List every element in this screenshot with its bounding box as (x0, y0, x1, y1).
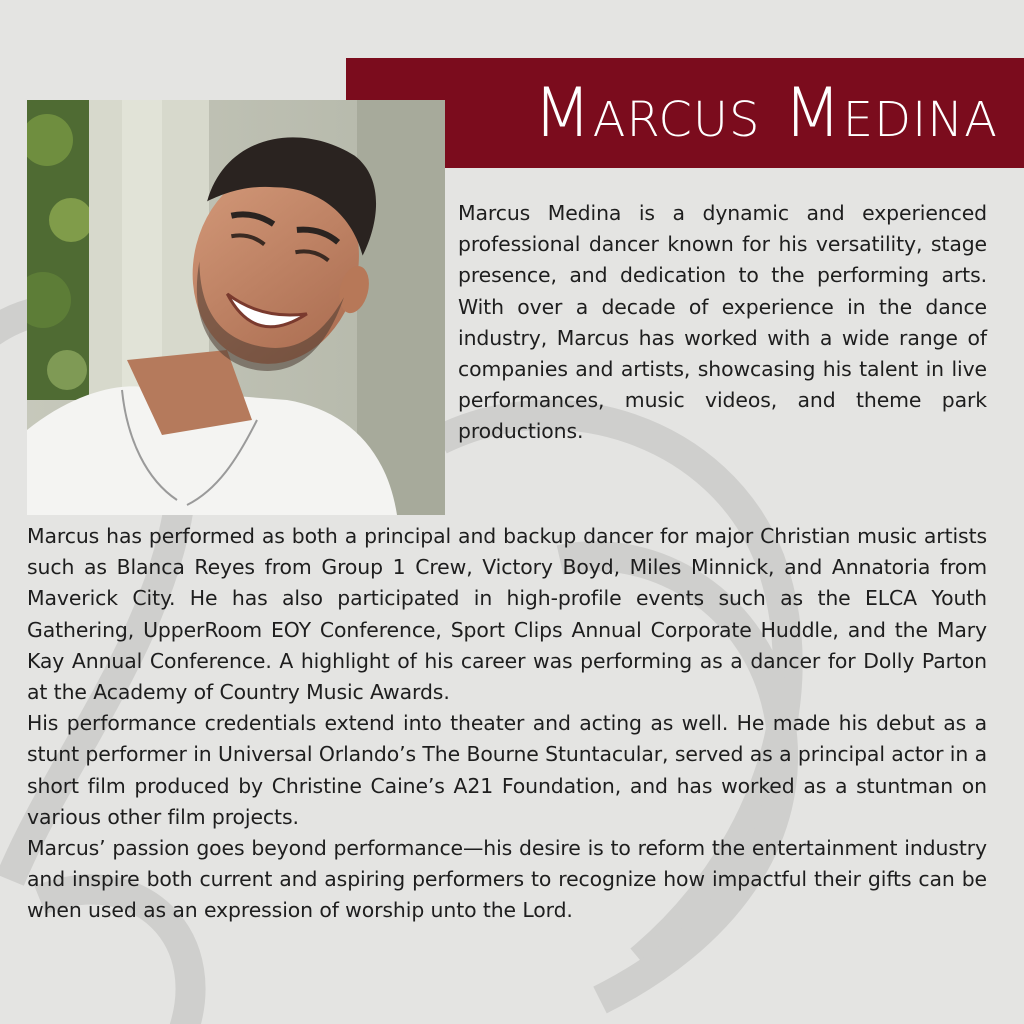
bio-paragraph-career: Marcus has performed as both a principal and backup dancer for major Christian music artists such as Blanca Reyes from Group 1 Crew, Victory Boyd, Miles Minnick, and Annatoria from Maverick City. He has also participated in high-profile events such as the ELCA Youth Gathering, UpperRoom EOY Conference, Sport Clips Annual Corporate Huddle, and the Mary Kay Annual Conference. A highlight of his career was performing as a dancer for Dolly Parton at the Academy of Country Music Awards. (27, 524, 987, 705)
profile-photo (27, 100, 445, 515)
bio-paragraph-passion: Marcus’ passion goes beyond performance—his desire is to reform the entertainment industry and inspire both current and aspiring performers to recognize how impactful their gifts can be when used as an expression of worship unto the Lord. (27, 836, 987, 923)
bio-intro: Marcus Medina is a dynamic and experienced professional dancer known for his versatility, stage presence, and dedication to the performing arts. With over a decade of experience in the dance industry, Marcus has worked with a wide range of companies and artists, showcasing his talent in live performances, music videos, and theme park productions. (458, 201, 987, 444)
name-banner (346, 58, 1024, 168)
bio-paragraph-theater: His performance credentials extend into theater and acting as well. He made his debut as a stunt performer in Universal Orlando’s The Bourne Stuntacular, served as a principal actor in a short film produced by Christine Caine’s A21 Foundation, and has worked as a stuntman on various other film projects. (27, 711, 987, 829)
page-title: Marcus Medina (532, 74, 998, 153)
bio-body (27, 521, 987, 927)
